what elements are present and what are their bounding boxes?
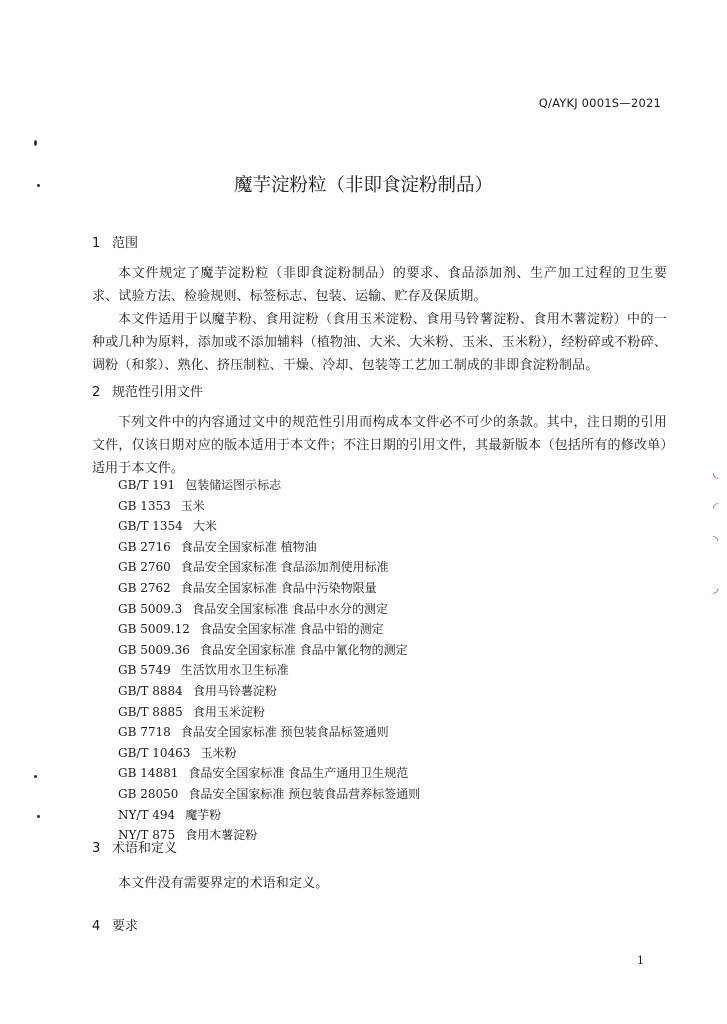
reference-code: GB 2716 <box>118 539 171 554</box>
reference-code: GB/T 8885 <box>118 704 183 719</box>
seal-fragment-icon: ◝ <box>713 533 719 549</box>
reference-name: 食用玉米淀粉 <box>192 704 265 719</box>
reference-name: 大米 <box>192 519 217 534</box>
reference-name: 食品安全国家标准 食品生产通用卫生规范 <box>188 766 409 781</box>
seal-fragment-icon: ◟ <box>713 465 719 481</box>
reference-item <box>118 723 389 740</box>
section-title: 范围 <box>112 236 139 251</box>
reference-code: GB 2762 <box>118 581 171 595</box>
reference-item <box>118 600 388 617</box>
reference-item <box>118 661 289 678</box>
reference-item <box>118 620 384 637</box>
reference-code: GB/T 1354 <box>118 519 183 534</box>
reference-item <box>118 476 281 493</box>
reference-code: GB/T 8884 <box>118 684 183 698</box>
page-number: 1 <box>637 954 644 967</box>
reference-name: 生活饮用水卫生标准 <box>180 663 289 678</box>
reference-name: 包装储运图示标志 <box>185 478 282 492</box>
reference-code: GB 2760 <box>118 560 171 575</box>
standard-code: Q/AYKJ 0001S—2021 <box>538 96 661 110</box>
section-number: 3 <box>92 841 101 856</box>
reference-name: 玉米粉 <box>200 745 237 760</box>
reference-item <box>118 497 205 514</box>
reference-name: 食品安全国家标准 预包装食品标签通则 <box>180 725 389 740</box>
section-title: 术语和定义 <box>112 841 178 856</box>
references-intro: 下列文件中的内容通过文中的规范性引用而构成本文件必不可少的条款。其中，注日期的引用文件，仅该日期对应的版本适用于本文件；不注日期的引用文件，其最新版本（包括所有的修改单）适用于本文件。 <box>92 415 667 476</box>
scan-speck <box>34 140 37 146</box>
seal-fragment-icon: ◜ <box>713 500 719 516</box>
reference-item <box>118 517 217 534</box>
section-title: 要求 <box>112 919 139 934</box>
section-heading-3 <box>92 837 177 856</box>
reference-item <box>118 641 408 658</box>
reference-code: GB 5009.36 <box>118 642 190 657</box>
reference-name: 魔芋粉 <box>185 807 222 822</box>
section-number: 4 <box>92 919 101 934</box>
reference-name: 食品安全国家标准 食品添加剂使用标准 <box>180 560 389 575</box>
reference-item <box>118 579 377 596</box>
reference-name: 食品安全国家标准 食品中污染物限量 <box>180 581 377 595</box>
reference-code: GB 5009.12 <box>118 622 190 637</box>
reference-name: 食用马铃薯淀粉 <box>192 684 277 698</box>
section-heading-1 <box>92 232 138 251</box>
reference-code: GB 14881 <box>118 766 179 781</box>
scan-speck <box>37 815 40 818</box>
reference-item <box>118 538 317 555</box>
reference-item <box>118 764 408 781</box>
section-number: 2 <box>92 385 101 400</box>
reference-code: NY/T 494 <box>118 807 176 822</box>
scope-paragraph-1: 本文件规定了魔芋淀粉粒（非即食淀粉制品）的要求、食品添加剂、生产加工过程的卫生要求、试验方法、检验规则、标签标志、包装、运输、贮存及保质期。 <box>92 266 667 304</box>
reference-code: GB 5749 <box>118 663 171 678</box>
terms-text: 本文件没有需要界定的术语和定义。 <box>118 876 329 891</box>
section-heading-4 <box>92 915 138 934</box>
scope-paragraph-2: 本文件适用于以魔芋粉、食用淀粉（食用玉米淀粉、食用马铃薯淀粉、食用木薯淀粉）中的一种或几种为原料，添加或不添加辅料（植物油、大米、大米粉、玉米、玉米粉），经粉碎或不粉碎、调粉（和浆）、熟化、挤压制粒、干燥、冷却、包装等工艺加工制成的非即食淀粉制品。 <box>92 312 667 373</box>
reference-code: GB 28050 <box>118 787 179 801</box>
reference-code: GB/T 10463 <box>118 745 191 760</box>
reference-name: 玉米 <box>180 498 205 513</box>
reference-code: GB 5009.3 <box>118 601 183 616</box>
reference-code: NY/T 875 <box>118 828 176 843</box>
reference-code: GB 7718 <box>118 725 171 740</box>
section-heading-2 <box>92 381 203 400</box>
reference-name: 食用木薯淀粉 <box>185 828 258 843</box>
reference-item <box>118 744 236 761</box>
reference-name: 食品安全国家标准 食品中铅的测定 <box>199 622 384 637</box>
section-number: 1 <box>92 236 101 251</box>
reference-name: 食品安全国家标准 食品中水分的测定 <box>192 601 389 616</box>
seal-fragment-icon: ◞ <box>713 580 719 596</box>
reference-name: 食品安全国家标准 预包装食品营养标签通则 <box>188 787 421 801</box>
reference-name: 食品安全国家标准 食品中氰化物的测定 <box>199 642 408 657</box>
reference-item <box>118 806 221 823</box>
document-title: 魔芋淀粉粒（非即食淀粉制品） <box>233 175 493 196</box>
reference-item <box>118 682 277 699</box>
reference-item <box>118 558 389 575</box>
reference-code: GB 1353 <box>118 498 171 513</box>
reference-item <box>118 703 265 720</box>
scan-speck <box>34 775 37 778</box>
reference-item <box>118 785 420 802</box>
section-title: 规范性引用文件 <box>112 385 204 400</box>
reference-name: 食品安全国家标准 植物油 <box>180 539 317 554</box>
reference-code: GB/T 191 <box>118 478 176 492</box>
